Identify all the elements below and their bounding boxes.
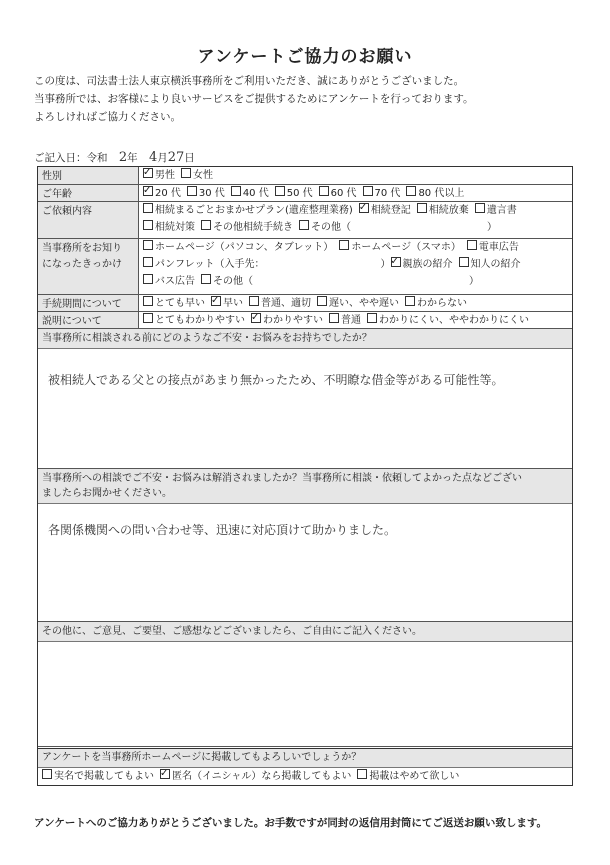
label-source-line1: 当事務所をお知り	[42, 243, 122, 254]
date-label: ご記入日：令和	[34, 152, 108, 164]
checkbox-option[interactable]	[275, 185, 313, 202]
checkbox-label: ホームページ（パソコン、タブレット）	[155, 242, 334, 253]
paren-close: ）	[469, 276, 479, 287]
paren-close: ）	[380, 259, 391, 270]
footer-text: アンケートへのご協力ありがとうございました。お手数ですが同封の返信用封筒にてご返送お願い致します。	[34, 817, 548, 829]
q3-section	[38, 621, 572, 746]
intro-line: 当事務所では、お客様により良いサービスをご提供するためにアンケートを行っております。	[34, 93, 474, 105]
q2-question	[38, 469, 572, 504]
intro-line: よろしければご協力ください。	[34, 111, 181, 123]
checkbox-label: わかりやすい	[263, 315, 323, 326]
checkbox-label: とても早い	[155, 298, 205, 309]
label-explanation: 説明について	[38, 312, 139, 328]
checkbox-icon[interactable]	[317, 296, 327, 306]
checkbox-option[interactable]	[143, 273, 195, 290]
q4-question: アンケートを当事務所ホームページに掲載してもよろしいでしょうか？	[38, 749, 572, 768]
checkbox-option[interactable]	[143, 295, 205, 312]
checkbox-option[interactable]	[329, 312, 361, 329]
checkbox-option[interactable]	[143, 219, 195, 236]
checkbox-option[interactable]	[363, 185, 401, 202]
checkbox-icon[interactable]	[363, 186, 373, 196]
checkbox-label: 電車広告	[478, 242, 519, 253]
checkbox-icon[interactable]	[231, 186, 241, 196]
intro-text	[34, 72, 474, 126]
checkbox-option[interactable]	[299, 219, 351, 236]
checkbox-label: 相続対策	[155, 222, 195, 233]
survey-form	[37, 166, 573, 766]
checkbox-label: 普通、適切	[261, 298, 311, 309]
checkbox-label: 遺言書	[486, 205, 517, 216]
paren-close: ）	[487, 222, 497, 233]
checkbox-label: その他（	[213, 276, 253, 287]
checkbox-label: 相続登記	[370, 205, 411, 216]
checkbox-label: 普通	[341, 315, 361, 326]
checkbox-label: 遅い、やや遅い	[329, 298, 399, 309]
checkbox-option[interactable]	[181, 167, 213, 184]
checkbox-option[interactable]	[467, 239, 519, 256]
checkbox-option[interactable]	[459, 256, 521, 273]
date-month-unit: 月	[157, 152, 168, 164]
label-age: ご年齢	[38, 185, 139, 201]
label-source	[38, 239, 139, 294]
checkbox-checked-icon[interactable]	[251, 313, 261, 323]
checkbox-option[interactable]	[143, 256, 265, 273]
checkbox-icon[interactable]	[143, 313, 153, 323]
label-request: ご依頼内容	[38, 202, 139, 238]
request-line-2-opts	[143, 222, 357, 233]
row-period	[38, 294, 572, 311]
checkbox-option[interactable]	[391, 256, 453, 273]
checkbox-icon[interactable]	[417, 203, 427, 213]
checkbox-label: ホームページ（スマホ）	[351, 242, 461, 253]
checkbox-option[interactable]	[211, 295, 243, 312]
entry-date	[34, 150, 195, 165]
label-gender: 性別	[38, 167, 139, 184]
q1-section	[38, 328, 572, 468]
q4-options	[42, 768, 465, 785]
checkbox-label: パンフレット（入手先：	[155, 259, 265, 270]
checkbox-label: 相続まるごとおまかせプラン(遺産整理業務)	[155, 205, 353, 216]
checkbox-label: 女性	[193, 170, 213, 181]
checkbox-icon[interactable]	[143, 203, 153, 213]
checkbox-label: 男性	[155, 170, 175, 181]
checkbox-option[interactable]	[319, 185, 357, 202]
options-source	[143, 239, 568, 290]
source-line-3-opts	[143, 276, 259, 287]
checkbox-label: 80 代以上	[418, 188, 465, 199]
options-period	[143, 295, 568, 312]
options-gender	[143, 167, 568, 184]
checkbox-option[interactable]	[231, 185, 269, 202]
checkbox-option[interactable]	[201, 273, 253, 290]
checkbox-option[interactable]	[405, 295, 467, 312]
checkbox-checked-icon[interactable]	[391, 257, 401, 267]
date-day-unit: 日	[184, 152, 195, 164]
checkbox-icon[interactable]	[475, 203, 485, 213]
checkbox-option[interactable]	[160, 768, 351, 785]
checkbox-icon[interactable]	[357, 769, 367, 779]
source-line-2	[143, 256, 568, 273]
date-day[interactable]: 27	[167, 150, 185, 165]
checkbox-label: 40 代	[242, 188, 269, 199]
q2-question-line2: ましたらお聞かせください。	[42, 488, 172, 499]
label-source-line2: になったきっかけ	[42, 259, 122, 270]
checkbox-label: その他相続手続き	[213, 222, 293, 233]
checkbox-label: 50 代	[286, 188, 313, 199]
checkbox-label: 匿名（イニシャル）なら掲載してもよい	[172, 771, 352, 782]
checkbox-icon[interactable]	[459, 257, 469, 267]
checkbox-option[interactable]	[406, 185, 464, 202]
checkbox-label: わからない	[417, 298, 467, 309]
checkbox-option[interactable]	[143, 239, 333, 256]
checkbox-label: 20 代	[155, 188, 181, 199]
q2-answer[interactable]: 各関係機関への問い合わせ等、迅速に対応頂けて助かりました。	[48, 523, 397, 537]
checkbox-checked-icon[interactable]	[211, 296, 221, 306]
checkbox-checked-icon[interactable]	[160, 769, 170, 779]
row-explanation	[38, 311, 572, 328]
checkbox-option[interactable]	[143, 202, 353, 219]
request-line-1	[143, 202, 568, 219]
date-month[interactable]: 4	[148, 150, 158, 165]
checkbox-icon[interactable]	[299, 220, 309, 230]
checkbox-option[interactable]	[42, 768, 154, 785]
options-request	[143, 202, 568, 236]
checkbox-label: 親族の紹介	[402, 259, 453, 270]
checkbox-icon[interactable]	[143, 257, 153, 267]
checkbox-icon[interactable]	[367, 313, 377, 323]
q2-question-line1: 当事務所への相談でご不安・お悩みは解消されましたか？当事務所に相談・依頼してよかった点などござい	[42, 473, 522, 484]
checkbox-icon[interactable]	[275, 186, 285, 196]
checkbox-icon[interactable]	[143, 220, 153, 230]
date-year-unit: 年	[127, 152, 138, 164]
page-title: アンケートご協力のお願い	[197, 47, 413, 67]
checkbox-icon[interactable]	[329, 313, 339, 323]
checkbox-option[interactable]	[359, 202, 411, 219]
checkbox-icon[interactable]	[467, 240, 477, 250]
date-year[interactable]: 2	[118, 150, 128, 165]
q1-question: 当事務所に相談される前にどのようなご不安・お悩みをお持ちでしたか？	[38, 329, 572, 349]
checkbox-label: 早い	[223, 298, 243, 309]
checkbox-icon[interactable]	[143, 274, 153, 284]
q3-question: その他に、ご意見、ご要望、ご感想などございましたら、ご自由にご記入ください。	[38, 622, 572, 642]
intro-line: この度は、司法書士法人東京横浜事務所をご利用いただき、誠にありがとうございました。	[34, 75, 465, 87]
checkbox-option[interactable]	[417, 202, 469, 219]
checkbox-option[interactable]	[317, 295, 399, 312]
checkbox-icon[interactable]	[187, 186, 197, 196]
checkbox-option[interactable]	[251, 312, 323, 329]
checkbox-label: バス広告	[155, 276, 195, 287]
q1-answer[interactable]: 被相続人である父との接点があまり無かったため、不明瞭な借金等がある可能性等。	[48, 373, 504, 387]
checkbox-icon[interactable]	[201, 274, 211, 284]
source-line-1	[143, 239, 568, 256]
row-request	[38, 201, 572, 238]
checkbox-checked-icon[interactable]	[359, 203, 369, 213]
options-explanation	[143, 312, 568, 329]
checkbox-icon[interactable]	[405, 296, 415, 306]
checkbox-label: 70 代	[374, 188, 401, 199]
checkbox-option[interactable]	[143, 185, 181, 202]
checkbox-icon[interactable]	[143, 296, 153, 306]
row-source	[38, 238, 572, 294]
checkbox-icon[interactable]	[339, 240, 349, 250]
checkbox-option[interactable]	[357, 768, 459, 785]
checkbox-label: わかりにくい、ややわかりにくい	[379, 315, 529, 326]
q4-box	[37, 748, 573, 786]
checkbox-option[interactable]	[187, 185, 225, 202]
label-period: 手続期間について	[38, 295, 139, 311]
checkbox-icon[interactable]	[143, 240, 153, 250]
checkbox-label: 30 代	[198, 188, 225, 199]
checkbox-option[interactable]	[475, 202, 517, 219]
q2-section	[38, 468, 572, 621]
checkbox-label: 知人の紹介	[470, 259, 521, 270]
checkbox-label: 掲載はやめて欲しい	[369, 771, 460, 782]
checkbox-icon[interactable]	[406, 186, 416, 196]
source-line-2b-opts	[391, 259, 527, 270]
checkbox-icon[interactable]	[319, 186, 329, 196]
row-gender	[38, 167, 572, 184]
checkbox-icon[interactable]	[201, 220, 211, 230]
request-line-2	[143, 219, 568, 236]
checkbox-icon[interactable]	[42, 769, 52, 779]
source-line-3	[143, 273, 568, 290]
source-line-2-opts	[143, 259, 271, 270]
options-age	[143, 185, 568, 202]
checkbox-checked-icon[interactable]	[143, 168, 153, 178]
checkbox-label: とてもわかりやすい	[155, 315, 245, 326]
checkbox-checked-icon[interactable]	[143, 186, 153, 196]
checkbox-icon[interactable]	[249, 296, 259, 306]
checkbox-option[interactable]	[339, 239, 461, 256]
checkbox-option[interactable]	[201, 219, 293, 236]
checkbox-option[interactable]	[143, 312, 245, 329]
checkbox-label: 60 代	[330, 188, 357, 199]
checkbox-label: 相続放棄	[428, 205, 469, 216]
checkbox-label: 実名で掲載してもよい	[54, 771, 154, 782]
row-age	[38, 184, 572, 201]
checkbox-label: その他（	[311, 222, 351, 233]
checkbox-icon[interactable]	[181, 168, 191, 178]
checkbox-option[interactable]	[367, 312, 529, 329]
